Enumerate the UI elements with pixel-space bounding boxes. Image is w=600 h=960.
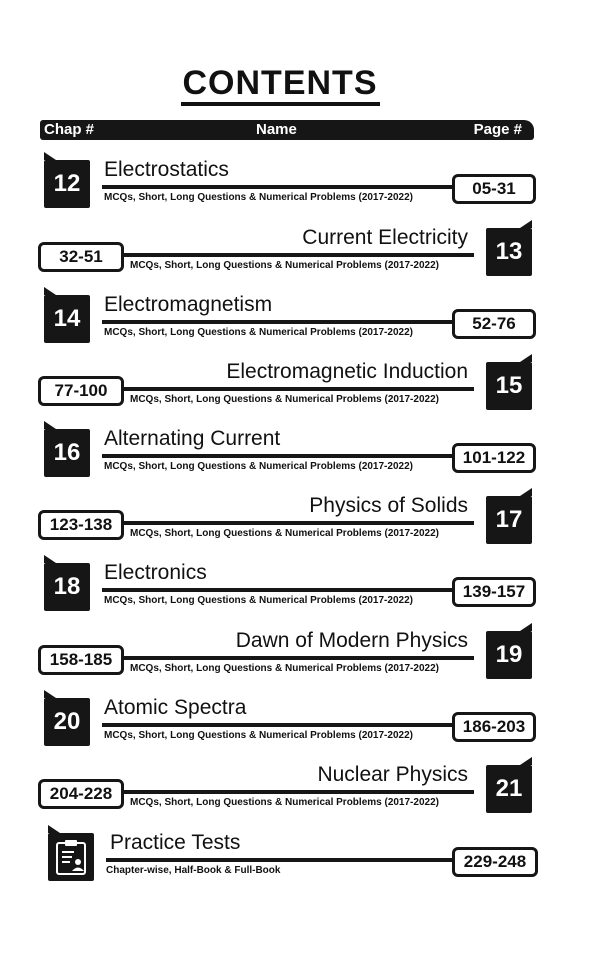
header-name: Name bbox=[256, 121, 297, 138]
divider-line bbox=[106, 858, 452, 862]
chapter-entry-20[interactable] bbox=[0, 698, 600, 758]
page-title: CONTENTS bbox=[0, 64, 560, 103]
chapter-number-badge: 18 bbox=[44, 563, 90, 611]
chapter-subtitle: MCQs, Short, Long Questions & Numerical Problems (2017-2022) bbox=[104, 730, 413, 741]
chapter-number-badge: 16 bbox=[44, 429, 90, 477]
divider-line bbox=[124, 790, 474, 794]
divider-line bbox=[124, 656, 474, 660]
chapter-subtitle: MCQs, Short, Long Questions & Numerical Problems (2017-2022) bbox=[130, 394, 439, 405]
chapter-name[interactable]: Physics of Solids bbox=[309, 494, 468, 517]
practice-tests-title[interactable]: Practice Tests bbox=[110, 831, 241, 854]
chapter-entry-17[interactable] bbox=[0, 496, 600, 556]
chapter-number-badge: 13 bbox=[486, 228, 532, 276]
divider-line bbox=[102, 185, 452, 189]
chapter-entry-18[interactable] bbox=[0, 563, 600, 623]
divider-line bbox=[102, 320, 452, 324]
page-range-box[interactable]: 186-203 bbox=[452, 712, 536, 742]
divider-line bbox=[124, 253, 474, 257]
page-range-box[interactable]: 204-228 bbox=[38, 779, 124, 809]
clipboard-icon bbox=[48, 833, 94, 881]
chapter-entry-12[interactable] bbox=[0, 160, 600, 220]
header-page: Page # bbox=[473, 121, 522, 138]
chapter-subtitle: MCQs, Short, Long Questions & Numerical Problems (2017-2022) bbox=[104, 595, 413, 606]
chapter-number-badge: 21 bbox=[486, 765, 532, 813]
chapter-number-badge: 15 bbox=[486, 362, 532, 410]
page-range-box[interactable]: 139-157 bbox=[452, 577, 536, 607]
divider-line bbox=[124, 387, 474, 391]
chapter-name[interactable]: Current Electricity bbox=[302, 226, 468, 249]
chapter-name[interactable]: Nuclear Physics bbox=[317, 763, 468, 786]
divider-line bbox=[124, 521, 474, 525]
chapter-number-badge: 14 bbox=[44, 295, 90, 343]
chapter-entry-15[interactable] bbox=[0, 362, 600, 422]
page-range-box[interactable]: 05-31 bbox=[452, 174, 536, 204]
page-range-box[interactable]: 123-138 bbox=[38, 510, 124, 540]
chapter-entry-13[interactable] bbox=[0, 228, 600, 288]
page-range-box[interactable]: 101-122 bbox=[452, 443, 536, 473]
chapter-subtitle: MCQs, Short, Long Questions & Numerical Problems (2017-2022) bbox=[104, 192, 413, 203]
page-range-box[interactable]: 77-100 bbox=[38, 376, 124, 406]
chapter-number-badge: 19 bbox=[486, 631, 532, 679]
chapter-entry-19[interactable] bbox=[0, 631, 600, 691]
chapter-entry-14[interactable] bbox=[0, 295, 600, 355]
chapter-name[interactable]: Dawn of Modern Physics bbox=[235, 629, 468, 652]
divider-line bbox=[102, 454, 452, 458]
chapter-entry-21[interactable] bbox=[0, 765, 600, 825]
page-range-box[interactable]: 229-248 bbox=[452, 847, 538, 877]
chapter-subtitle: MCQs, Short, Long Questions & Numerical Problems (2017-2022) bbox=[130, 260, 439, 271]
page-range-box[interactable]: 32-51 bbox=[38, 242, 124, 272]
divider-line bbox=[102, 588, 452, 592]
chapter-name[interactable]: Atomic Spectra bbox=[104, 696, 247, 719]
chapter-subtitle: MCQs, Short, Long Questions & Numerical Problems (2017-2022) bbox=[130, 797, 439, 808]
chapter-subtitle: MCQs, Short, Long Questions & Numerical Problems (2017-2022) bbox=[130, 663, 439, 674]
table-header bbox=[40, 120, 534, 140]
chapter-entry-16[interactable] bbox=[0, 429, 600, 489]
chapter-name[interactable]: Electromagnetic Induction bbox=[226, 360, 468, 383]
chapter-subtitle: MCQs, Short, Long Questions & Numerical Problems (2017-2022) bbox=[104, 461, 413, 472]
chapter-number-badge: 12 bbox=[44, 160, 90, 208]
chapter-name[interactable]: Electronics bbox=[104, 561, 207, 584]
page-range-box[interactable]: 158-185 bbox=[38, 645, 124, 675]
practice-tests-entry[interactable] bbox=[0, 833, 600, 893]
divider-line bbox=[102, 723, 452, 727]
chapter-subtitle: MCQs, Short, Long Questions & Numerical Problems (2017-2022) bbox=[130, 528, 439, 539]
page-range-box[interactable]: 52-76 bbox=[452, 309, 536, 339]
header-chap: Chap # bbox=[44, 121, 95, 138]
chapter-name[interactable]: Alternating Current bbox=[104, 427, 281, 450]
chapter-subtitle: MCQs, Short, Long Questions & Numerical Problems (2017-2022) bbox=[104, 327, 413, 338]
practice-tests-subtitle: Chapter-wise, Half-Book & Full-Book bbox=[106, 865, 281, 876]
chapter-number-badge: 17 bbox=[486, 496, 532, 544]
chapter-number-badge: 20 bbox=[44, 698, 90, 746]
chapter-name[interactable]: Electrostatics bbox=[104, 158, 229, 181]
chapter-name[interactable]: Electromagnetism bbox=[104, 293, 273, 316]
